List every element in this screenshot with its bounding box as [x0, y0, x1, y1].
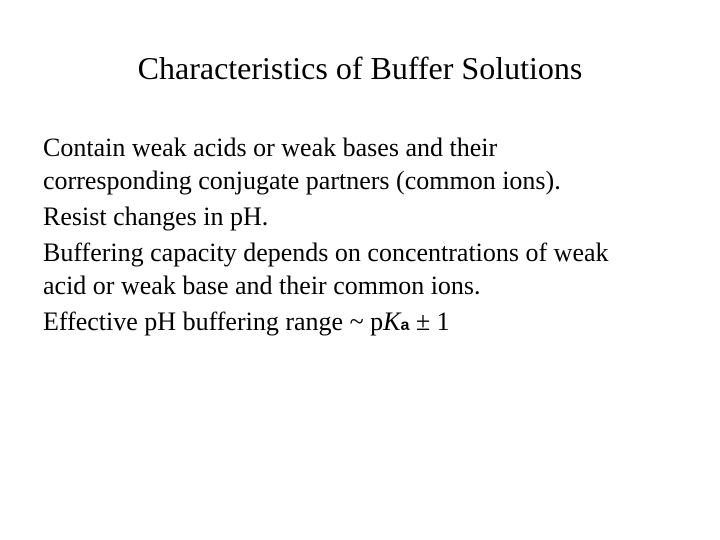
bullet-line: Contain weak acids or weak bases and their — [43, 133, 498, 162]
range-text-suffix: ± 1 — [409, 307, 450, 336]
ka-k-symbol: K — [383, 307, 401, 336]
bullet-item-resist-ph — [43, 200, 703, 233]
slide-title: Characteristics of Buffer Solutions — [137, 50, 583, 86]
ka-a-subscript: a — [400, 317, 410, 334]
bullet-item-buffering-range — [43, 305, 703, 342]
bullet-item-buffering-capacity — [43, 236, 703, 302]
bullet-line: Buffering capacity depends on concentrations of weak — [43, 238, 609, 267]
bullet-line: Resist changes in pH. — [43, 202, 269, 231]
slide-body — [43, 131, 703, 345]
bullet-line: acid or weak base and their common ions. — [43, 271, 481, 300]
bullet-item-common-ions — [43, 131, 703, 197]
bullet-line: corresponding conjugate partners (common ions). — [43, 166, 561, 195]
range-text-prefix: Effective pH buffering range ~ p — [43, 307, 384, 336]
